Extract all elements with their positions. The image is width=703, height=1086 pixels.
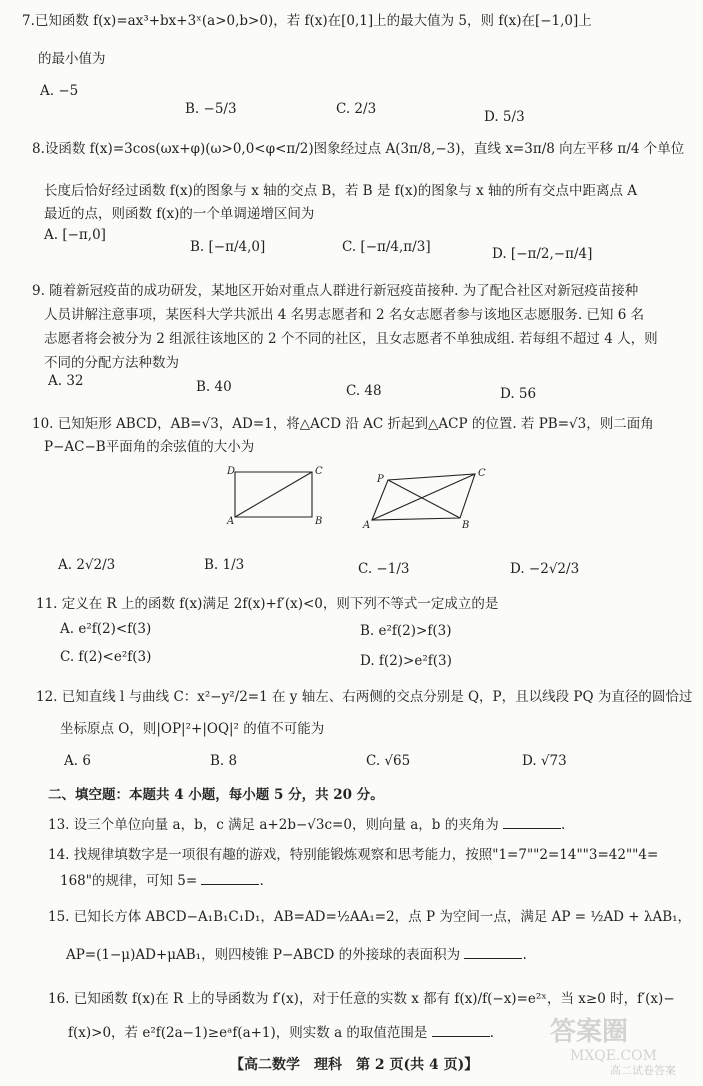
q9-option-b: B. 40 (196, 379, 232, 395)
label-b2: B (462, 520, 470, 531)
q10-option-c: C. −1/3 (358, 561, 410, 577)
q9-stem-line4: 不同的分配方法种数为 (44, 355, 179, 371)
diagonal-ac (235, 472, 312, 517)
label-p: P (377, 474, 384, 485)
q10-stem-line2: P−AC−B平面角的余弦值的大小为 (44, 439, 255, 455)
q9-stem-line3: 志愿者将会被分为 2 组派往该地区的 2 个不同的社区，且女志愿者不单独成组. 若每组不超过 4 人，则 (44, 331, 658, 347)
q16-stem-line2: f(x)>0，若 e²f(2a−1)≥eᵃf(a+1)，则实数 a 的取值范围是 (68, 1025, 428, 1041)
q7-option-c: C. 2/3 (336, 101, 377, 117)
q13-line: 13. 设三个单位向量 a，b，c 满足 a+2b−√3c=0，则向量 a，b 的夹角为 . (48, 817, 566, 833)
q7-stem-line2: 的最小值为 (38, 51, 106, 67)
label-a2: A (363, 520, 371, 531)
q15-stem-line1: 15. 已知长方体 ABCD−A₁B₁C₁D₁，AB=AD=½AA₁=2，点 P 为空间一点，满足 AP = ½AD + λAB₁， (48, 909, 692, 925)
section-2-heading: 二、填空题：本题共 4 小题，每小题 5 分，共 20 分。 (48, 787, 384, 803)
label-b: B (315, 516, 323, 527)
label-d: D (227, 466, 236, 477)
q16-answer-blank (432, 1024, 490, 1037)
q14-answer-blank (201, 872, 259, 885)
q12-stem-line1: 12. 已知直线 l 与曲线 C：x²−y²/2=1 在 y 轴左、右两侧的交点分别是 Q，P，且以线段 PQ 为直径的圆恰过 (36, 689, 693, 705)
q11-stem: 11. 定义在 R 上的函数 f(x)满足 2f(x)+f′(x)<0，则下列不等式一定成立的是 (36, 596, 499, 612)
watermark-text: 答案圈 (550, 1017, 629, 1047)
q12-option-b: B. 8 (210, 753, 238, 769)
q8-option-d: D. [−π/2,−π/4] (492, 246, 593, 262)
q7-option-b: B. −5/3 (185, 101, 237, 117)
q10-option-b: B. 1/3 (204, 557, 245, 573)
q8-option-b: B. [−π/4,0] (190, 239, 266, 255)
q15-answer-blank (464, 946, 522, 959)
q8-stem-line3: 最近的点，则函数 f(x)的一个单调递增区间为 (44, 206, 315, 222)
watermark-subtitle: 高二试卷答案 (610, 1064, 676, 1077)
q11-option-b: B. e²f(2)>f(3) (360, 623, 452, 639)
q9-stem-line1: 9. 随着新冠疫苗的成功研发，某地区开始对重点人群进行新冠疫苗接种. 为了配合社区对新冠疫苗接种 (32, 283, 639, 299)
q8-option-c: C. [−π/4,π/3] (342, 239, 431, 255)
q7-option-a: A. −5 (40, 83, 79, 99)
watermark-logo (530, 1008, 690, 1078)
q10-figures (220, 462, 500, 534)
q11-option-a: A. e²f(2)<f(3) (60, 621, 152, 637)
q11-option-d: D. f(2)>e²f(3) (360, 653, 452, 669)
q12-stem-line2: 坐标原点 O，则|OP|²+|OQ|² 的值不可能为 (60, 721, 325, 737)
q9-stem-line2: 人员讲解注意事项，某医科大学共派出 4 名男志愿者和 2 名女志愿者参与该地区志愿服务. 已知 6 名 (44, 307, 645, 323)
q8-option-a: A. [−π,0] (44, 227, 106, 243)
q12-option-d: D. √73 (522, 753, 567, 769)
label-a: A (227, 516, 235, 527)
q13-stem: 13. 设三个单位向量 a，b，c 满足 a+2b−√3c=0，则向量 a，b 的夹角为 (48, 817, 499, 833)
q12-option-a: A. 6 (64, 753, 91, 769)
q14-line2: 168"的规律，可知 5= . (60, 873, 264, 889)
q7-option-d: D. 5/3 (484, 109, 525, 125)
q9-option-d: D. 56 (500, 386, 537, 402)
q8-stem-line2: 长度后恰好经过函数 f(x)的图象与 x 轴的交点 B，若 B 是 f(x)的图象与 x 轴的所有交点中距离点 A (44, 183, 638, 199)
q14-stem-line2: 168"的规律，可知 5= (60, 873, 198, 889)
q16-stem-line1: 16. 已知函数 f(x)在 R 上的导函数为 f′(x)，对于任意的实数 x 都有 f(x)/f(−x)=e²ˣ，当 x≥0 时，f′(x)− (48, 991, 675, 1007)
q7-stem-line1: 7.已知函数 f(x)=ax³+bx+3ˣ(a>0,b>0)，若 f(x)在[0,1]上的最大值为 5，则 f(x)在[−1,0]上 (22, 13, 592, 29)
q9-option-a: A. 32 (48, 373, 84, 389)
label-c2: C (478, 468, 486, 479)
q12-option-c: C. √65 (366, 753, 411, 769)
q15-line2: AP=(1−μ)AD+μAB₁，则四棱锥 P−ABCD 的外接球的表面积为 . (66, 947, 527, 963)
q10-option-a: A. 2√2/3 (58, 557, 116, 573)
q9-option-c: C. 48 (346, 383, 382, 399)
q10-stem-line1: 10. 已知矩形 ABCD，AB=√3，AD=1，将△ACD 沿 AC 折起到△ACP 的位置. 若 PB=√3，则二面角 (32, 416, 654, 432)
q13-answer-blank (503, 816, 561, 829)
page-footer: 【高二数学 理科 第 2 页(共 4 页)】 (230, 1057, 479, 1073)
watermark-url: MXQE.COM (570, 1048, 657, 1064)
q16-line2: f(x)>0，若 e²f(2a−1)≥eᵃf(a+1)，则实数 a 的取值范围是 . (68, 1025, 495, 1041)
q8-stem-line1: 8.设函数 f(x)=3cos(ωx+φ)(ω>0,0<φ<π/2)图象经过点 A(3π/8,−3)，直线 x=3π/8 向左平移 π/4 个单位 (32, 141, 685, 157)
q14-stem-line1: 14. 找规律填数字是一项很有趣的游戏，特别能锻炼观察和思考能力，按照"1=7""2=14""3=42""4= (48, 847, 659, 863)
q15-stem-line2: AP=(1−μ)AD+μAB₁，则四棱锥 P−ABCD 的外接球的表面积为 (66, 947, 461, 963)
q11-option-c: C. f(2)<e²f(3) (60, 649, 152, 665)
label-c: C (315, 466, 323, 477)
q10-option-d: D. −2√2/3 (510, 561, 580, 577)
